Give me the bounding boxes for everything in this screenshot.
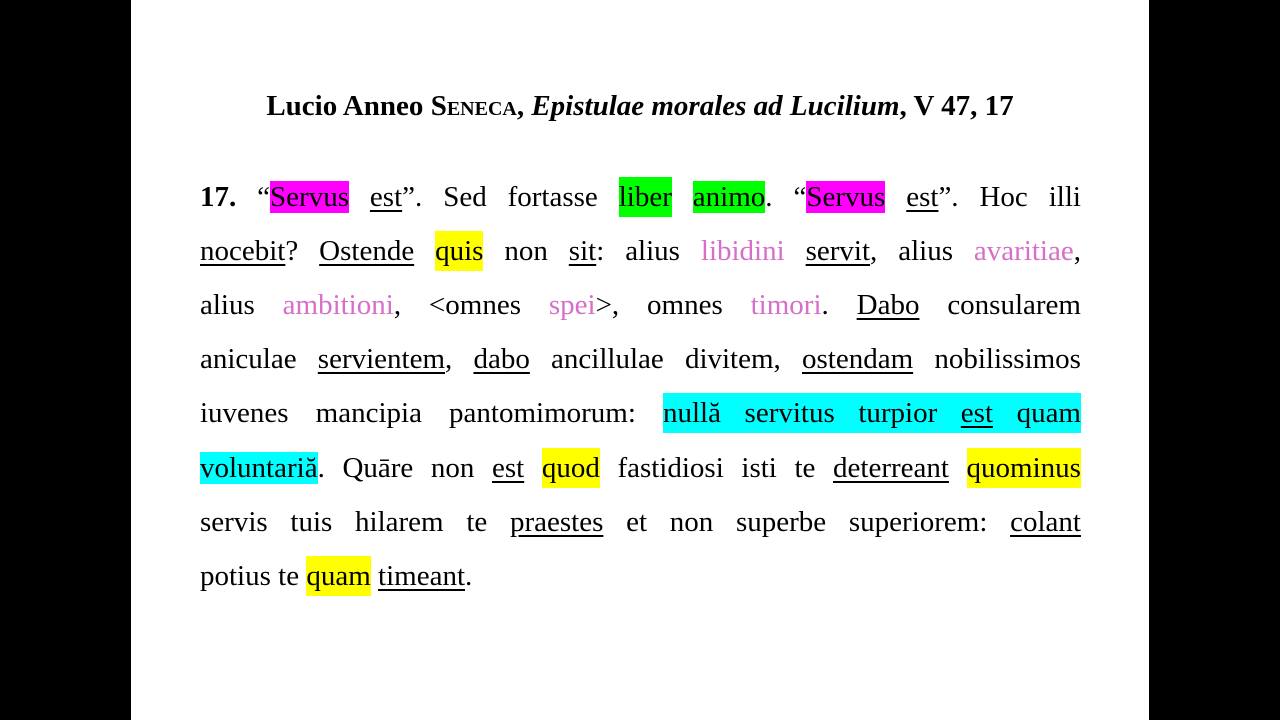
word: spei>, [548, 289, 620, 321]
word: hilarem [355, 506, 444, 538]
word: servientem, [317, 343, 453, 375]
title-work: Epistulae morales ad Lucilium [531, 90, 900, 122]
passage-line-5 [200, 393, 1081, 433]
title-reference: , V 47, 17 [899, 90, 1014, 122]
word: dabo [473, 343, 530, 375]
word: consularem [947, 289, 1081, 321]
word: alius [898, 235, 953, 267]
word: voluntariă. [200, 452, 325, 484]
title-author-last: Seneca [430, 90, 517, 122]
word: ostendam [801, 343, 914, 375]
word: fortasse [507, 181, 598, 213]
word: colant [1010, 506, 1081, 538]
word: est”. [906, 181, 959, 213]
passage-line-8 [200, 556, 1081, 596]
word: te [794, 452, 816, 484]
word: te [466, 506, 488, 538]
word: non [669, 506, 714, 538]
word: servis [200, 506, 268, 538]
word: “Servus [257, 181, 349, 213]
word: illi [1048, 181, 1081, 213]
word: non [504, 235, 548, 267]
word: deterreant [833, 452, 949, 484]
word: timeant. [378, 560, 473, 592]
word: aniculae [200, 343, 297, 375]
word: iuvenes [200, 397, 289, 429]
word: servitus [744, 397, 835, 429]
word: Dabo [856, 289, 920, 321]
word: ambitioni, [282, 289, 402, 321]
title-author-first: Lucio Anneo [266, 90, 431, 122]
word: avaritiae, [973, 235, 1081, 267]
word: est [492, 452, 525, 484]
word: est”. [369, 181, 423, 213]
word: pantomimorum: [449, 397, 636, 429]
word: “Servus [793, 181, 886, 213]
word: et [626, 506, 648, 538]
word: mancipia [315, 397, 422, 429]
word: alius [625, 235, 680, 267]
word: nocebit? [200, 235, 299, 267]
word: <omnes [428, 289, 521, 321]
word: animo. [692, 181, 773, 213]
passage-line-7 [200, 502, 1081, 542]
word: turpior [858, 397, 938, 429]
word: Ostende [319, 235, 415, 267]
passage-line-1 [200, 177, 1081, 217]
word: timori. [750, 289, 829, 321]
word: quam [306, 556, 370, 596]
word: est [960, 397, 994, 429]
word: quominus [967, 448, 1081, 488]
word: quam [1016, 397, 1081, 429]
word: omnes [647, 289, 723, 321]
word: quis [435, 231, 483, 271]
word: Quāre [342, 452, 414, 484]
passage-line-6 [200, 448, 1081, 488]
word: nullă [663, 397, 721, 429]
word: fastidiosi [617, 452, 724, 484]
word: servit, [805, 235, 878, 267]
word: potius [200, 560, 271, 592]
page-title [131, 86, 1149, 126]
title-separator: , [516, 90, 532, 122]
word: te [278, 560, 300, 592]
word: nobilissimos [934, 343, 1081, 375]
passage-number: 17. [200, 181, 237, 213]
word: divitem, [684, 343, 781, 375]
word: tuis [290, 506, 333, 538]
passage-line-2 [200, 231, 1081, 271]
passage-line-3 [200, 285, 1081, 325]
slide [131, 0, 1149, 720]
word: non [430, 452, 475, 484]
passage-line-4 [200, 339, 1081, 379]
word: superbe [735, 506, 827, 538]
word: Sed [443, 181, 487, 213]
word: Hoc [979, 181, 1028, 213]
highlight-cyan-run [663, 393, 1081, 433]
word: isti [741, 452, 777, 484]
word: superiorem: [848, 506, 988, 538]
word: ancillulae [551, 343, 664, 375]
word: liber [619, 177, 672, 217]
word: libidini [700, 235, 785, 267]
word: sit: [568, 235, 605, 267]
word: praestes [509, 506, 604, 538]
word: alius [200, 289, 255, 321]
word: quod [542, 448, 600, 488]
